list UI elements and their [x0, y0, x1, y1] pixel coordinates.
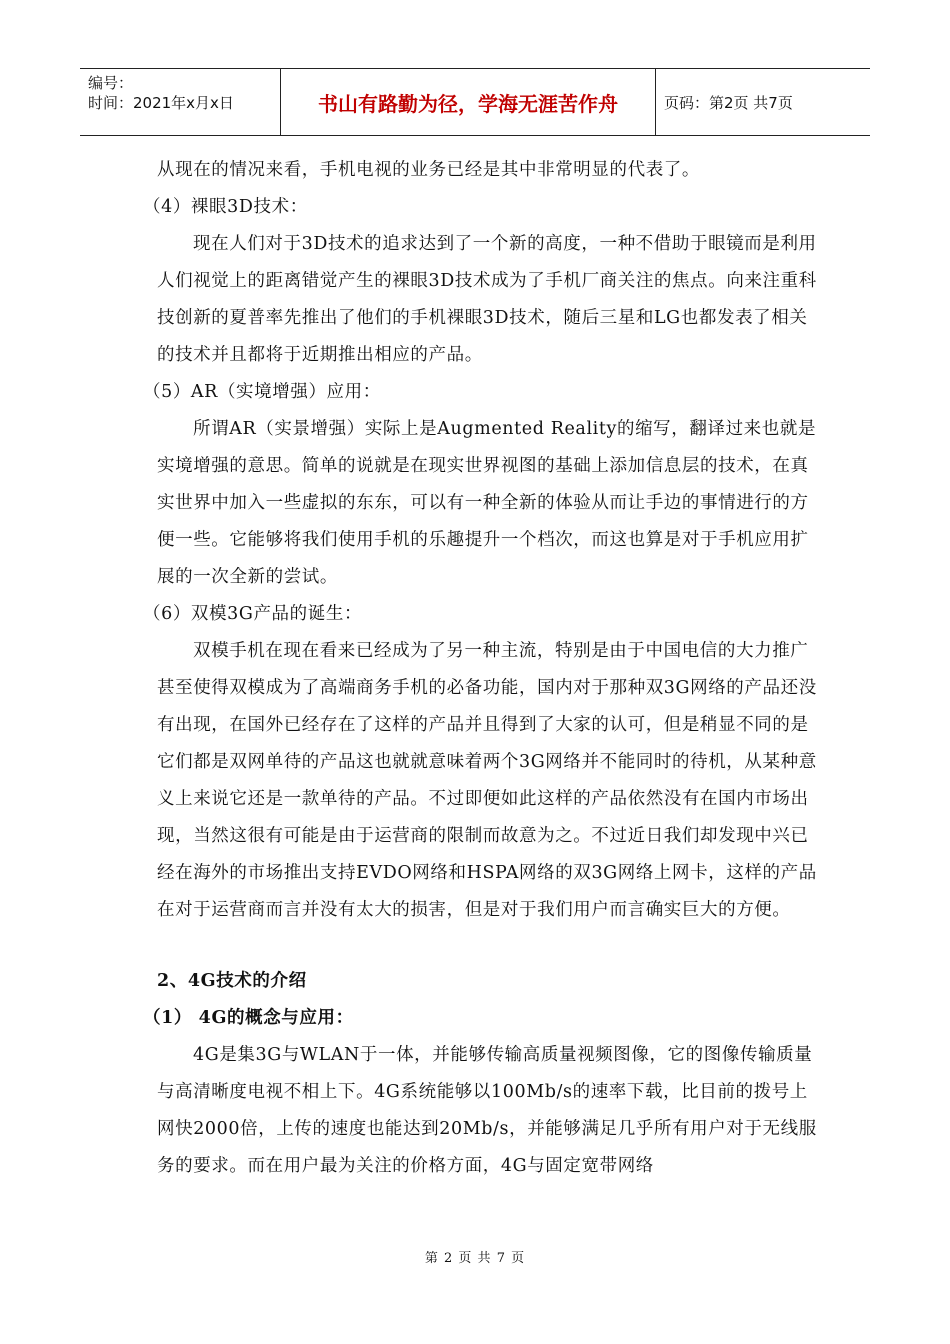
date-label: 时间：2021年x月x日 — [88, 94, 234, 112]
paragraph: 现在人们对于3D技术的追求达到了一个新的高度，一种不借助于眼镜而是利用人们视觉上的距离错觉产生的裸眼3D技术成为了手机厂商关注的焦点。向来注重科技创新的夏普率先推出了他们的手机裸眼3D技术，随后三星和LG也都发表了相关的技术并且都将于近期推出相应的产品。 — [157, 234, 817, 365]
paragraph: 双模手机在现在看来已经成为了另一种主流，特别是由于中国电信的大力推广甚至使得双模成为了高端商务手机的必备功能，国内对于那种双3G网络的产品还没有出现，在国外已经存在了这样的产品并且得到了大家的认可，但是稍显不同的是它们都是双网单待的产品这也就就意味着两个3G网络并不能同时的待机，从某种意义上来说它还是一款单待的产品。不过即便如此这样的产品依然没有在国内市场出现，当然这很有可能是由于运营商的限制而故意为之。不过近日我们却发现中兴已经在海外的市场推出支持EVDO网络和HSPA网络的双3G网络上网卡，这样的产品在对于运营商而言并没有太大的损害，但是对于我们用户而言确实巨大的方便。 — [157, 641, 817, 920]
header-motto: 书山有路勤为径，学海无涯苦作舟 — [281, 69, 656, 135]
document-body — [143, 152, 817, 1185]
subheading: （5）AR（实境增强）应用： — [143, 382, 381, 402]
section-heading: 2、4G技术的介绍 — [157, 971, 307, 991]
paragraph: 4G是集3G与WLAN于一体，并能够传输高质量视频图像，它的图像传输质量与高清晰度电视不相上下。4G系统能够以100Mb/s的速率下载，比目前的拨号上网快2000倍，上传的速度也能达到20Mb/s，并能够满足几乎所有用户对于无线服务的要求。而在用户最为关注的价格方面，4G与固定宽带网络 — [157, 1045, 817, 1176]
subheading: （6）双模3G产品的诞生： — [143, 604, 363, 624]
number-label: 编号： — [88, 74, 134, 92]
header-page-info: 页码：第2页 共7页 — [664, 93, 793, 112]
page-footer: 第 2 页 共 7 页 — [424, 1251, 526, 1266]
subheading: （1） 4G的概念与应用： — [143, 1008, 354, 1028]
subheading: （4）裸眼3D技术： — [143, 197, 308, 217]
paragraph: 从现在的情况来看，手机电视的业务已经是其中非常明显的代表了。 — [157, 160, 700, 180]
spacer — [157, 929, 817, 963]
paragraph: 所谓AR（实景增强）实际上是Augmented Reality的缩写，翻译过来也就是实境增强的意思。简单的说就是在现实世界视图的基础上添加信息层的技术，在真实世界中加入一些虚拟的东东，可以有一种全新的体验从而让手边的事情进行的方便一些。它能够将我们使用手机的乐趣提升一个档次，而这也算是对于手机应用扩展的一次全新的尝试。 — [157, 419, 817, 587]
header-meta — [80, 69, 281, 135]
document-header — [80, 68, 870, 136]
